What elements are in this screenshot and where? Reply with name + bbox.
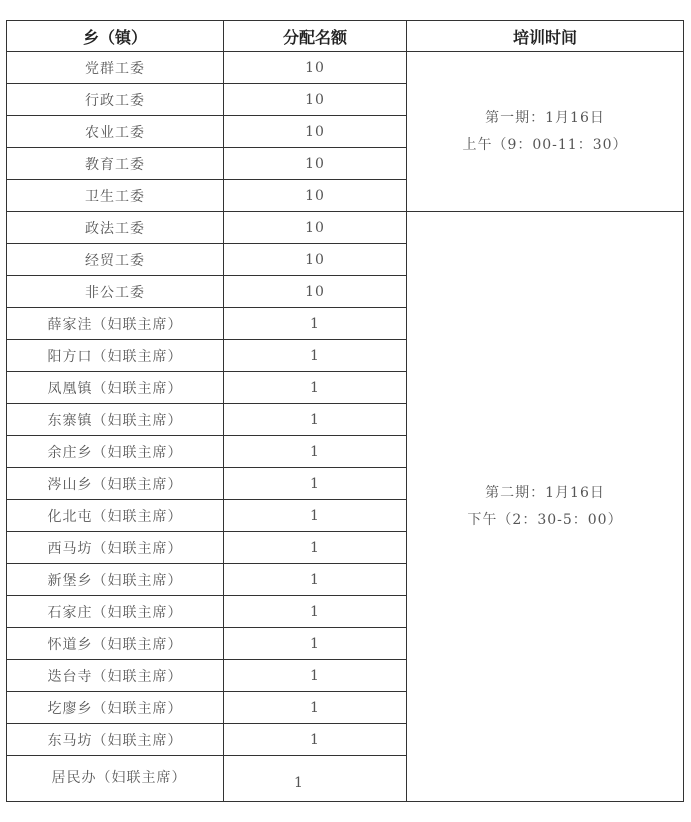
township-cell: 怀道乡（妇联主席） <box>7 628 224 660</box>
session-2-time-cell <box>407 212 684 802</box>
township-cell: 政法工委 <box>7 212 224 244</box>
training-allocation-table <box>6 20 684 802</box>
township-cell: 西马坊（妇联主席） <box>7 532 224 564</box>
quota-cell: 1 <box>224 724 407 756</box>
quota-cell: 1 <box>224 372 407 404</box>
quota-cell: 1 <box>224 532 407 564</box>
township-cell: 卫生工委 <box>7 180 224 212</box>
header-row <box>7 21 684 52</box>
township-cell: 薛家洼（妇联主席） <box>7 308 224 340</box>
quota-cell: 1 <box>224 692 407 724</box>
quota-cell: 1 <box>224 436 407 468</box>
quota-cell: 10 <box>224 84 407 116</box>
session-2-hours: 下午（2：30-5：00） <box>467 511 623 528</box>
quota-cell: 1 <box>224 468 407 500</box>
township-cell: 党群工委 <box>7 52 224 84</box>
quota-cell: 10 <box>224 276 407 308</box>
township-cell: 涔山乡（妇联主席） <box>7 468 224 500</box>
quota-cell: 1 <box>224 404 407 436</box>
quota-cell: 1 <box>224 308 407 340</box>
township-cell: 农业工委 <box>7 116 224 148</box>
quota-cell: 1 <box>224 500 407 532</box>
session-2-date: 第二期：1月16日 <box>485 484 605 501</box>
header-quota: 分配名额 <box>224 21 407 52</box>
session-1-hours: 上午（9：00-11：30） <box>462 136 628 153</box>
quota-cell: 1 <box>224 660 407 692</box>
township-cell: 非公工委 <box>7 276 224 308</box>
township-cell: 余庄乡（妇联主席） <box>7 436 224 468</box>
header-township: 乡（镇） <box>7 21 224 52</box>
township-cell: 化北屯（妇联主席） <box>7 500 224 532</box>
township-cell: 东马坊（妇联主席） <box>7 724 224 756</box>
township-cell: 经贸工委 <box>7 244 224 276</box>
township-cell: 迭台寺（妇联主席） <box>7 660 224 692</box>
quota-cell: 1 <box>224 564 407 596</box>
township-cell: 新堡乡（妇联主席） <box>7 564 224 596</box>
township-cell <box>7 756 224 802</box>
township-cell: 教育工委 <box>7 148 224 180</box>
session-1-time-cell <box>407 52 684 212</box>
table-row <box>7 212 684 244</box>
table-row <box>7 52 684 84</box>
township-label: 居民办（妇联主席） <box>51 769 187 786</box>
header-training-time: 培训时间 <box>407 21 684 52</box>
quota-cell: 1 <box>224 340 407 372</box>
quota-cell: 10 <box>224 244 407 276</box>
township-cell: 阳方口（妇联主席） <box>7 340 224 372</box>
township-cell: 凤凰镇（妇联主席） <box>7 372 224 404</box>
quota-cell: 10 <box>224 180 407 212</box>
quota-cell: 1 <box>224 628 407 660</box>
quota-cell <box>224 756 407 802</box>
quota-value: 1 <box>294 774 304 791</box>
quota-cell: 10 <box>224 148 407 180</box>
township-cell: 石家庄（妇联主席） <box>7 596 224 628</box>
quota-cell: 10 <box>224 212 407 244</box>
township-cell: 东寨镇（妇联主席） <box>7 404 224 436</box>
quota-cell: 1 <box>224 596 407 628</box>
township-cell: 行政工委 <box>7 84 224 116</box>
session-1-date: 第一期：1月16日 <box>485 109 605 126</box>
quota-cell: 10 <box>224 52 407 84</box>
quota-cell: 10 <box>224 116 407 148</box>
township-cell: 圪廖乡（妇联主席） <box>7 692 224 724</box>
